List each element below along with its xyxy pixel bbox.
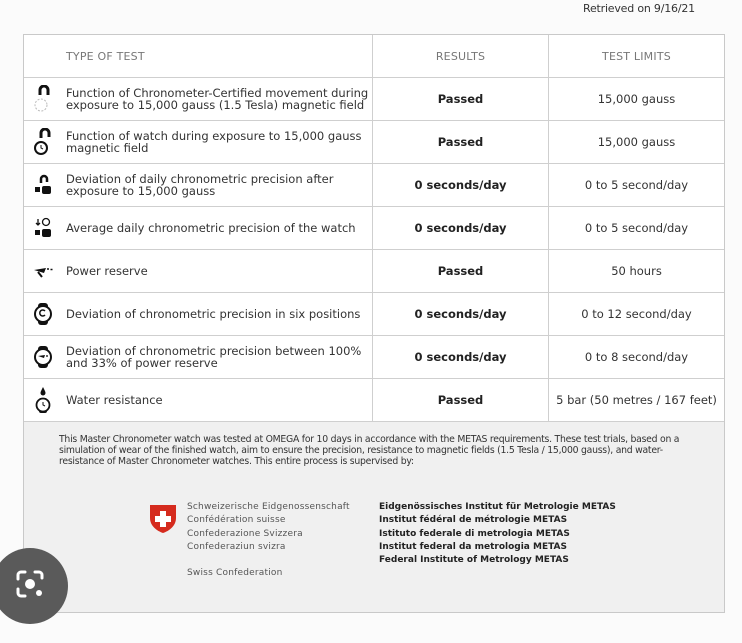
table-row [24,206,724,249]
power-deviation-icon [32,343,54,371]
test-limit: 15,000 gauss [597,92,676,106]
certification-footer [24,421,724,612]
test-limit: 50 hours [611,264,662,278]
swiss-confederation-names [187,501,350,580]
test-name: Average daily chronometric precision of the watch [66,221,356,235]
test-result: 0 seconds/day [373,293,549,335]
test-result: Passed [373,250,549,292]
test-limit: 0 to 12 second/day [581,307,692,321]
header-test-limits: TEST LIMITS [602,49,671,63]
metas-rm: Institut federal da metrologia METAS [379,541,567,552]
table-row [24,163,724,206]
test-name: Function of Chronometer-Certified movement during exposure to 15,000 gauss (1.5 Tesla) magnetic field [66,86,369,112]
test-limit: 5 bar (50 metres / 167 feet) [556,393,717,407]
magnet-watch-faint-icon [32,85,54,113]
six-positions-icon [32,300,54,328]
test-results-table [23,34,725,613]
lens-search-icon [10,564,50,608]
confed-it: Confederazione Svizzera [187,528,303,539]
confed-rm: Confederaziun svizra [187,541,286,552]
table-row [24,77,724,120]
confed-en: Swiss Confederation [187,568,283,579]
magnet-deviation-icon [32,171,54,199]
test-result: Passed [373,379,549,421]
test-name: Deviation of daily chronometric precision after exposure to 15,000 gauss [66,172,334,198]
test-name: Deviation of chronometric precision in six positions [66,307,361,321]
footer-description: This Master Chronometer watch was tested at OMEGA for 10 days in accordance with the METAS requirements. These test trials, based on a simulation of wear of the finished watch, aim to ensure the precision, resistance to magnetic fields (1.5 Tesla / 15,000 gauss), and water-resistance of Master Chronometer watches. This entire process is supervised by: [59,434,680,467]
power-reserve-icon [32,257,54,285]
confed-de: Schweizerische Eidgenossenschaft [187,502,350,512]
test-limit: 0 to 5 second/day [584,178,689,192]
test-limit: 0 to 8 second/day [584,350,689,364]
test-name: Function of watch during exposure to 15,000 gauss magnetic field [66,129,362,155]
metas-institute-names [379,501,616,567]
test-result: 0 seconds/day [373,336,549,378]
header-type-of-test: TYPE OF TEST [24,35,373,77]
test-name: Deviation of chronometric precision between 100% and 33% of power reserve [66,344,362,370]
test-result: 0 seconds/day [373,164,549,206]
retrieved-date: Retrieved on 9/16/21 [583,2,695,15]
water-resistance-icon [32,386,54,414]
metas-de: Eidgenössisches Institut für Metrologie METAS [379,502,616,512]
table-row [24,378,724,421]
metas-it: Istituto federale di metrologia METAS [379,528,570,539]
metas-fr: Institut fédéral de métrologie METAS [379,515,568,526]
header-results: RESULTS [373,35,549,77]
confed-fr: Confédération suisse [187,515,286,526]
swiss-shield-icon [149,504,177,534]
table-header [24,35,724,77]
test-name: Water resistance [66,393,163,407]
test-limit: 0 to 5 second/day [584,221,689,235]
test-result: Passed [373,121,549,163]
average-precision-icon [32,214,54,242]
magnet-watch-icon [32,128,54,156]
test-name: Power reserve [66,264,148,278]
table-row [24,335,724,378]
test-result: Passed [373,78,549,120]
table-row [24,120,724,163]
metas-en: Federal Institute of Metrology METAS [379,555,569,566]
test-limit: 15,000 gauss [597,135,676,149]
table-row [24,292,724,335]
test-result: 0 seconds/day [373,207,549,249]
table-row [24,249,724,292]
